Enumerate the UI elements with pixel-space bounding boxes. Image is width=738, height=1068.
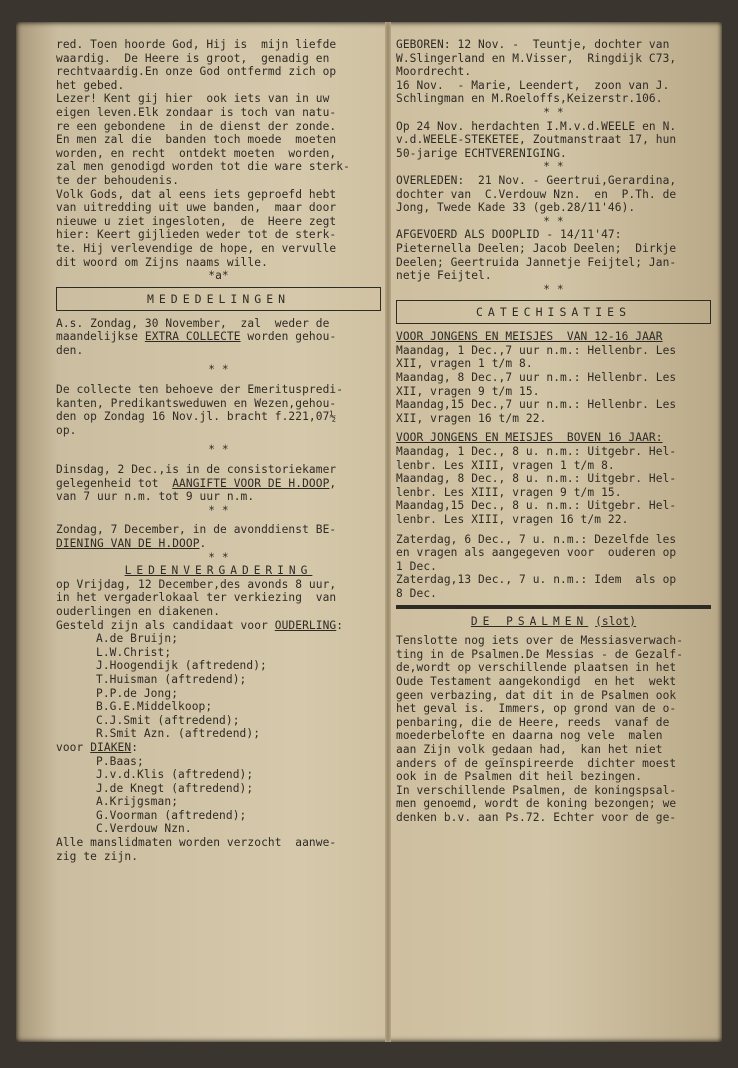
list-item: P.P.de Jong; — [96, 686, 179, 700]
text-line: zig te zijn. — [56, 849, 139, 863]
text-line: 8 Dec. — [396, 586, 438, 600]
text-line: Maandag,15 Dec., 8 u. n.m.: Uitgebr. Hel- — [396, 499, 677, 513]
list-item: B.G.E.Middelkoop; — [96, 700, 213, 714]
bediening-label: DIENING VAN DE H.DOOP — [56, 537, 200, 550]
text-line: 1 Dec. — [396, 559, 438, 573]
text-line: v.d.WEELE-STEKETEE, Zoutmanstraat 17, hun — [396, 133, 677, 147]
separator: * * — [208, 443, 229, 457]
text-span: , — [329, 476, 337, 490]
text-line: rechtvaardig.En onze God ontfermd zich op — [56, 65, 337, 79]
text-line: Tenslotte nog iets over de Messiasverwach- — [396, 634, 684, 648]
text-span: . — [199, 537, 207, 550]
text-line: Oude Testament aangekondigd en het wekt — [396, 674, 677, 688]
separator: * * — [543, 214, 564, 228]
text-line: Zaterdag,13 Dec., 7 u. n.m.: Idem als op — [396, 573, 677, 587]
text-span: maandelijkse — [56, 330, 145, 344]
text-line: denken b.v. aan Ps.72. Echter voor de ge- — [396, 810, 677, 824]
text-line: geen verbazing, dat dit in de Psalmen ook — [396, 688, 677, 702]
text-line: van 7 uur n.m. tot 9 uur n.m. — [56, 490, 255, 504]
text-line: anders of de geïnspireerde dichter moest — [396, 756, 677, 770]
text-line: lenbr. Les XIII, vragen 1 t/m 8. — [396, 458, 615, 472]
list-item: C.J.Smit (aftredend); — [96, 713, 240, 727]
text-line: Alle manslidmaten worden verzocht aanwe- — [56, 836, 337, 850]
separator: *a* — [208, 269, 229, 283]
text-line: 50-jarige ECHTVERENIGING. — [396, 146, 567, 160]
text-line: men genoemd, wordt de koning bezongen; we — [396, 797, 677, 811]
text-line — [56, 741, 381, 755]
psalmen-title: DE PSALMEN — [470, 614, 589, 628]
cat-section-title: VOOR JONGENS EN MEISJES BOVEN 16 JAAR: — [396, 431, 663, 445]
mededelingen-header: MEDEDELINGEN — [56, 287, 381, 311]
text-line: Maandag, 1 Dec., 8 u. n.m.: Uitgebr. Hel- — [396, 445, 677, 459]
text-line: Schlingman en M.Roeloffs,Keizerstr.106. — [396, 92, 663, 106]
list-item: C.Verdouw Nzn. — [96, 822, 192, 836]
text-line: In verschillende Psalmen, de koningspsal- — [396, 783, 677, 797]
separator: * * — [543, 105, 564, 119]
text-line: Pieternella Deelen; Jacob Deelen; Dirkje — [396, 241, 677, 255]
text-line: op. — [56, 423, 77, 437]
right-column — [396, 38, 711, 824]
left-column — [56, 38, 381, 863]
text-line: op Vrijdag, 12 December,des avonds 8 uur, — [56, 577, 337, 591]
separator: * * — [208, 503, 229, 517]
text-line: Deelen; Geertruida Jannetje Feijtel; Jan- — [396, 255, 677, 269]
text-line: netje Feijtel. — [396, 269, 492, 283]
text-line: XII, vragen 1 t/m 8. — [396, 357, 533, 371]
text-line: XII, vragen 9 t/m 15. — [396, 384, 540, 398]
text-line: Lezer! Kent gij hier ook iets van in uw — [56, 92, 330, 106]
text-line: ook in de Psalmen dit heil bezingen. — [396, 770, 643, 784]
text-line: zal men genodigd worden tot die ware sterk- — [56, 160, 350, 174]
section-rule — [396, 605, 711, 609]
text-line — [56, 537, 381, 551]
text-line: aan Zijn volk gedaan had, kan het niet — [396, 742, 663, 756]
separator: * * — [208, 550, 229, 564]
separator: * * — [543, 282, 564, 296]
text-line: ting in de Psalmen.De Messias - de Gezalf- — [396, 647, 684, 661]
text-line: Maandag, 1 Dec.,7 uur n.m.: Hellenbr. Les — [396, 343, 677, 357]
list-item: A.de Bruijn; — [96, 632, 179, 646]
text-span: voor — [56, 740, 91, 754]
text-line: dochter van C.Verdouw Nzn. en P.Th. de — [396, 187, 677, 201]
text-line: re een gebondene in de dienst der zonde. — [56, 119, 337, 133]
text-line: W.Slingerland en M.Visser, Ringdijk C73, — [396, 51, 677, 65]
text-line: den op Zondag 16 Nov.jl. bracht f.221,07½ — [56, 410, 337, 424]
text-line: A.s. Zondag, 30 November, zal weder de — [56, 316, 330, 330]
text-line: moederbelofte en daarna nog vele malen — [396, 729, 663, 743]
extra-collecte-label: EXTRA COLLECTE — [144, 330, 241, 344]
text-line: dit woord om Zijns naams wille. — [56, 255, 268, 269]
text-span: Gesteld zijn als candidaat voor — [56, 618, 275, 632]
list-item: P.Baas; — [96, 754, 144, 768]
text-span: : — [336, 618, 344, 632]
text-line: het geval is. Immers, op grond van de o- — [396, 702, 677, 716]
text-line: lenbr. Les XIII, vragen 9 t/m 15. — [396, 485, 622, 499]
list-item: J.de Knegt (aftredend); — [96, 781, 254, 795]
text-line: Maandag, 8 Dec., 8 u. n.m.: Uitgebr. Hel- — [396, 472, 677, 486]
text-line: En men zal die banden toch moede moeten — [56, 133, 337, 147]
list-item: A.Krijgsman; — [96, 795, 179, 809]
intro-text — [56, 38, 381, 269]
list-item: J.Hoogendijk (aftredend); — [96, 659, 267, 673]
separator: * * — [208, 363, 229, 377]
diaken-label: DIAKEN — [90, 740, 132, 754]
text-line: lenbr. Les XIII, vragen 16 t/m 22. — [396, 513, 629, 526]
text-line: kanten, Predikantsweduwen en Wezen,gehou- — [56, 396, 337, 410]
text-line: Zondag, 7 December, in de avonddienst BE- — [56, 523, 337, 537]
text-line: Zaterdag, 6 Dec., 7 u. n.m.: Dezelfde les — [396, 532, 677, 546]
text-line: GEBOREN: 12 Nov. - Teuntje, dochter van — [396, 38, 670, 51]
text-line: Dinsdag, 2 Dec.,is in de consistoriekamer — [56, 463, 337, 477]
text-line: red. Toen hoorde God, Hij is mijn liefde — [56, 38, 337, 51]
text-line: in het vergaderlokaal ter verkiezing van — [56, 591, 337, 605]
text-line: het gebed. — [56, 78, 125, 92]
aangifte-label: AANGIFTE VOOR DE H.DOOP — [172, 476, 330, 490]
cat-section-title: VOOR JONGENS EN MEISJES VAN 12-16 JAAR — [396, 330, 663, 344]
text-line: Op 24 Nov. herdachten I.M.v.d.WEELE en N. — [396, 119, 677, 133]
text-line: en vragen als aangegeven voor ouderen op — [396, 546, 677, 560]
diaken-list — [56, 755, 381, 837]
page-fold — [385, 22, 391, 1042]
text-line: Jong, Twede Kade 33 (geb.28/11'46). — [396, 201, 636, 215]
list-item: R.Smit Azn. (aftredend); — [96, 727, 261, 741]
text-line: Maandag,15 Dec.,7 uur n.m.: Hellenbr. Les — [396, 398, 677, 412]
text-line: waardig. De Heere is groot, genadig en — [56, 51, 330, 65]
text-line: penbaring, die de Heere, reeds vanaf de — [396, 715, 670, 729]
ledenvergadering-title: LEDENVERGADERING — [124, 564, 313, 578]
text-line: te. Hij verlevendige de hope, en vervulle — [56, 241, 337, 255]
text-span: : — [131, 740, 139, 754]
text-line: den. — [56, 343, 84, 357]
text-line — [56, 477, 381, 491]
separator: * * — [543, 160, 564, 174]
text-line: ouderlingen en diakenen. — [56, 604, 221, 618]
text-span: worden gehou- — [240, 330, 337, 344]
text-line: De collecte ten behoeve der Emerituspredi- — [56, 383, 344, 397]
text-line: hier: Keert gijlieden weder tot de sterk- — [56, 228, 337, 242]
text-line: worden, en recht ontdekt moeten worden, — [56, 146, 337, 160]
ouderling-list — [56, 632, 381, 741]
list-item: L.W.Christ; — [96, 645, 172, 659]
text-line: Maandag, 8 Dec.,7 uur n.m.: Hellenbr. Les — [396, 371, 677, 385]
text-span: gelegenheid tot — [56, 476, 173, 490]
text-line: eigen leven.Elk zondaar is toch van natu- — [56, 105, 337, 119]
list-item: J.v.d.Klis (aftredend); — [96, 768, 254, 782]
psalmen-heading — [396, 615, 711, 629]
text-line: van uitredding uit uwe banden, maar door — [56, 201, 337, 215]
text-line: Volk Gods, dat al eens iets geproefd hebt — [56, 187, 337, 201]
text-line: te der behoudenis. — [56, 173, 180, 187]
catechisaties-header: CATECHISATIES — [396, 300, 711, 324]
text-line — [56, 619, 381, 633]
text-line — [56, 330, 381, 344]
text-line: de,wordt op verschillende plaatsen in het — [396, 661, 677, 675]
list-item: G.Voorman (aftredend); — [96, 808, 247, 822]
text-line: nieuwe u ziet ingesloten, de Heere zegt — [56, 214, 337, 228]
ouderling-label: OUDERLING — [274, 618, 337, 632]
text-line: OVERLEDEN: 21 Nov. - Geertrui,Gerardina, — [396, 173, 677, 187]
psalmen-slot: (slot) — [595, 614, 637, 628]
text-line: Moordrecht. — [396, 65, 472, 79]
list-item: T.Huisman (aftredend); — [96, 672, 247, 686]
text-line: AFGEVOERD ALS DOOPLID - 14/11'47: — [396, 228, 622, 242]
text-line: XII, vragen 16 t/m 22. — [396, 411, 547, 425]
text-line: 16 Nov. - Marie, Leendert, zoon van J. — [396, 78, 670, 92]
